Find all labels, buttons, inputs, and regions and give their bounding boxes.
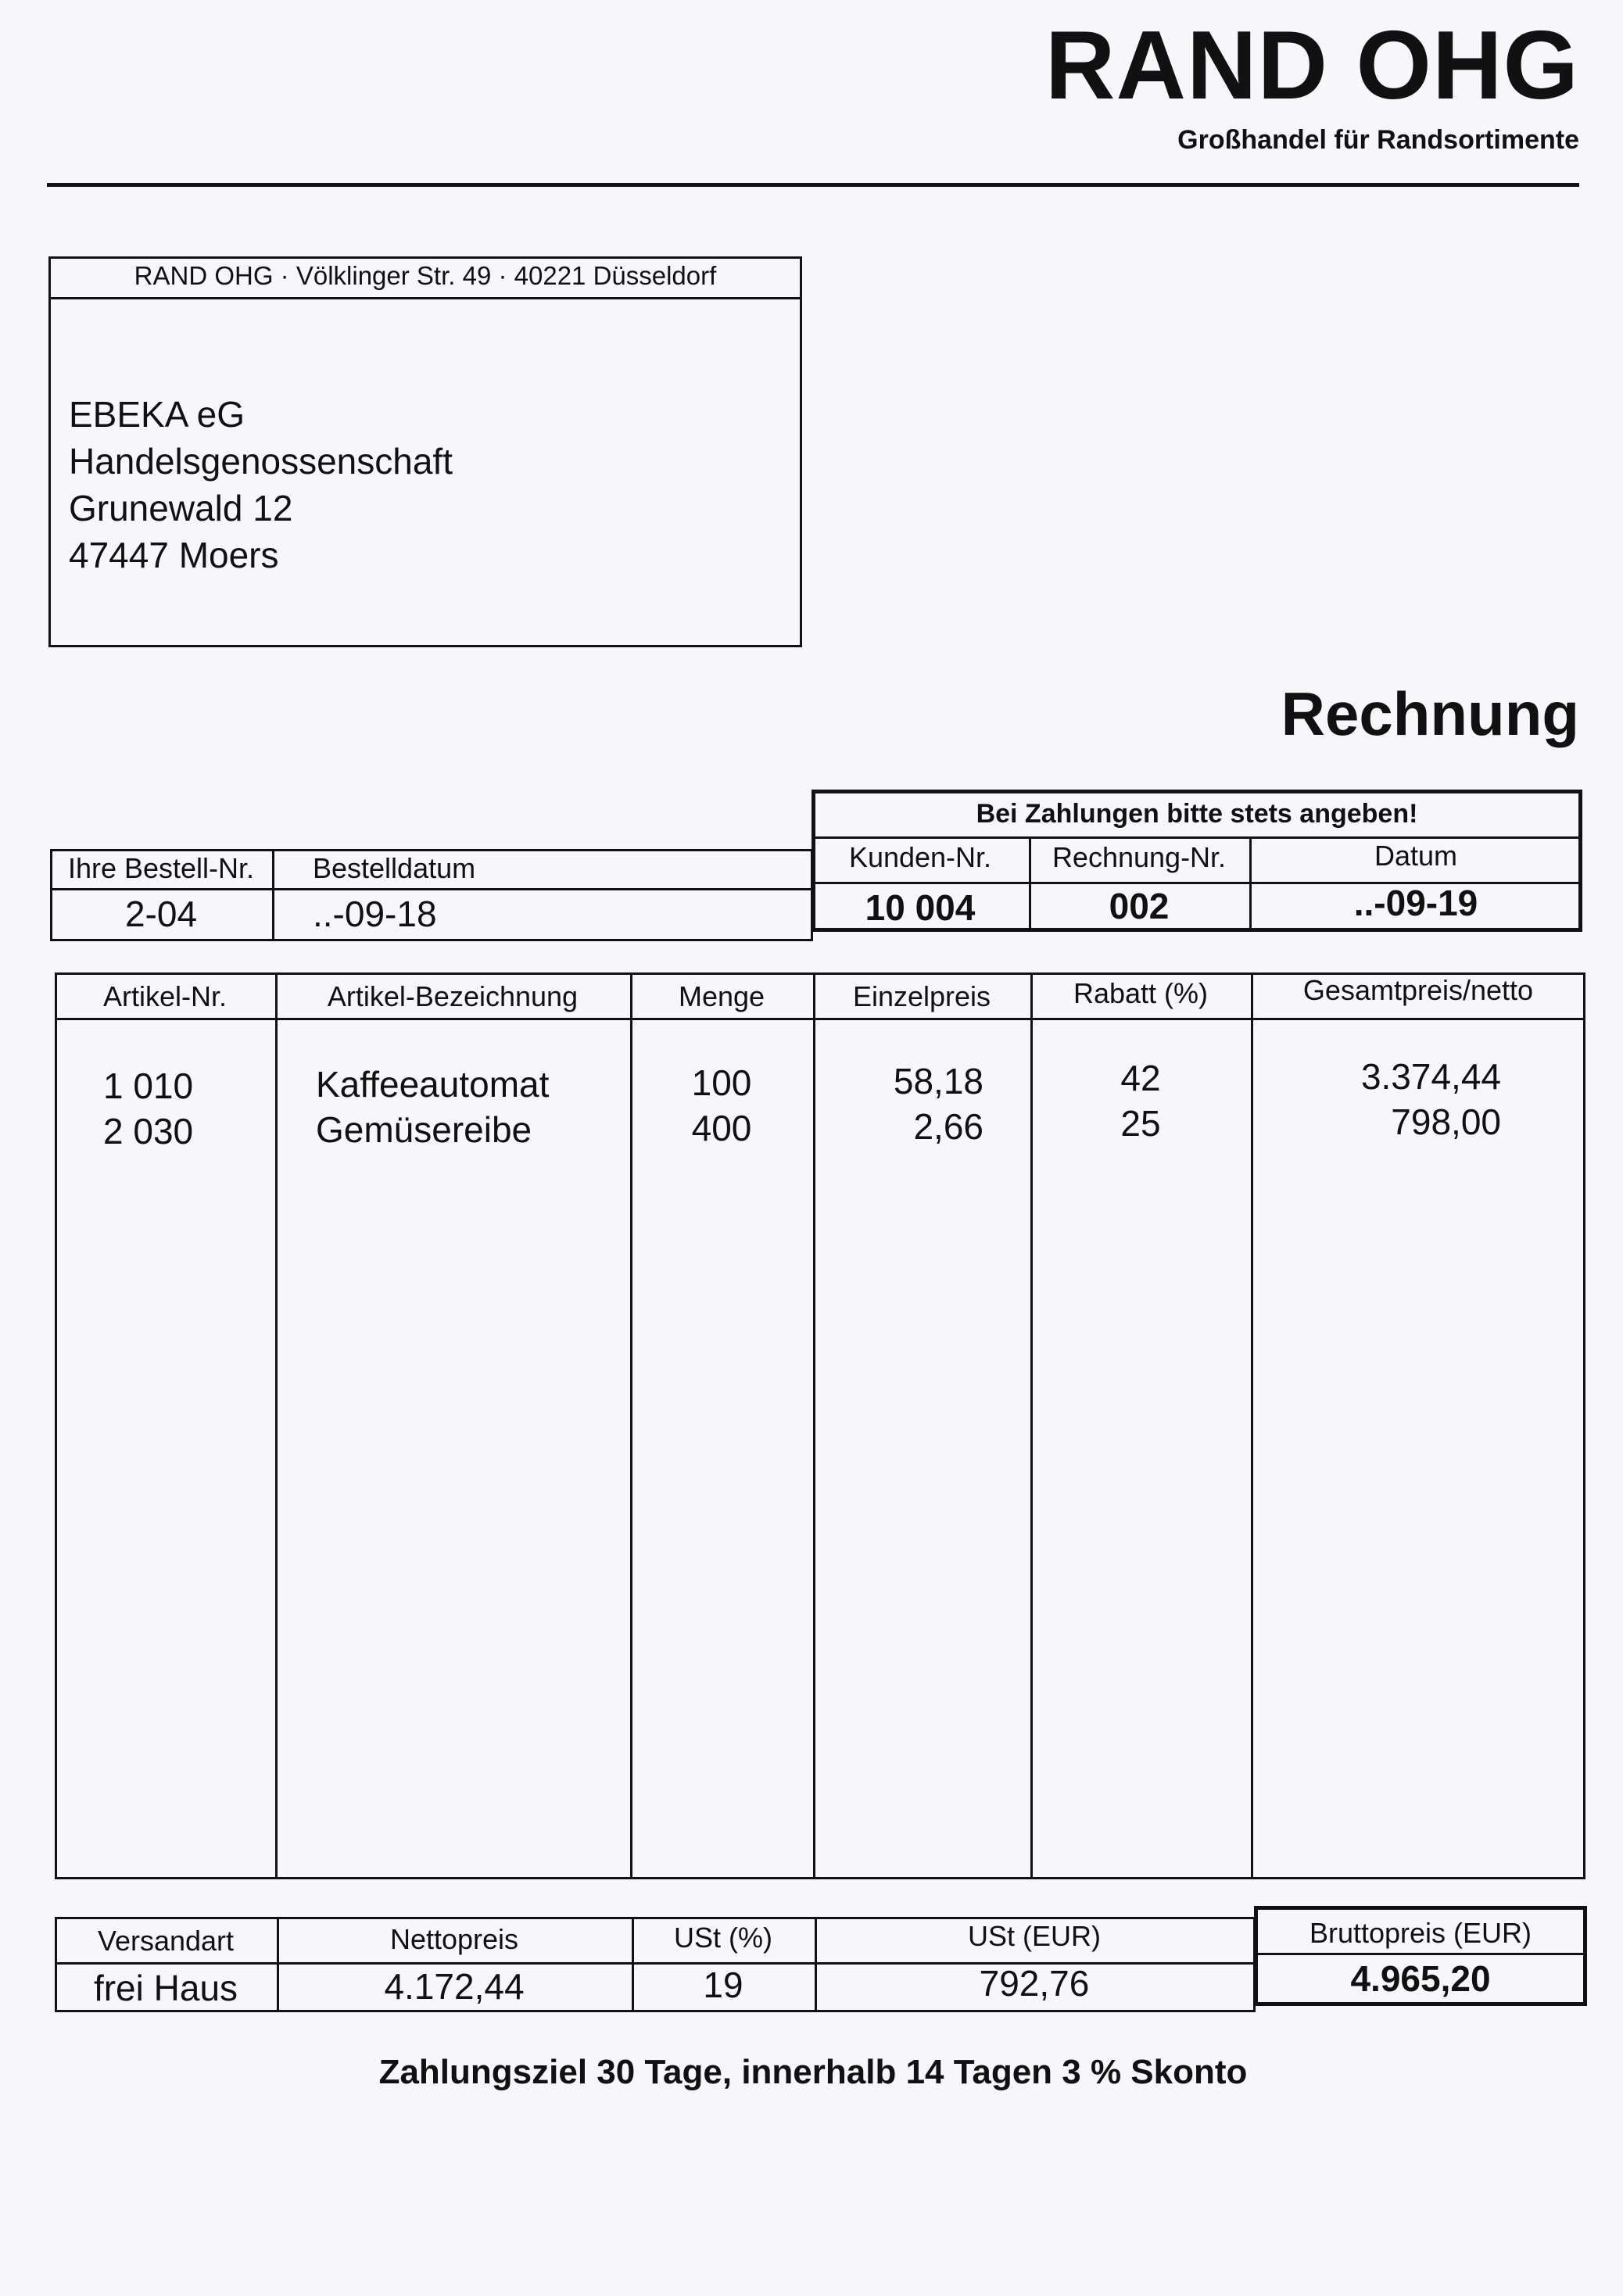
- show-through-text: [235, 47, 247, 98]
- invoice-date-value: ..-09-19: [1353, 883, 1478, 923]
- table-row-2-quantity: 400: [691, 1108, 752, 1148]
- table-row-1-description: Kaffeeautomat: [316, 1064, 550, 1105]
- gross-price-value: 4.965,20: [1350, 1958, 1491, 1999]
- order-reference-col-sep: [272, 849, 274, 941]
- gross-price-divider: [1254, 1953, 1587, 1955]
- table-row-2-discount: 25: [1120, 1103, 1161, 1144]
- net-price-value: 4.172,44: [384, 1966, 525, 2007]
- table-row-1-article-number: 1 010: [103, 1066, 194, 1106]
- shipping-method-label: Versandart: [97, 1925, 235, 1957]
- invoice-reference-divider-1: [812, 836, 1582, 839]
- company-name: RAND OHG: [1044, 12, 1579, 120]
- recipient-address: [69, 391, 772, 578]
- items-col-sep-1: [275, 972, 278, 1879]
- customer-number-label: Kunden-Nr.: [848, 841, 992, 873]
- table-row-1-discount: 42: [1120, 1058, 1161, 1098]
- table-row-1-quantity: 100: [691, 1062, 752, 1103]
- col-header-description: Artikel-Bezeichnung: [327, 980, 579, 1012]
- table-row-2-total-net: 798,00: [1391, 1101, 1501, 1142]
- net-price-label: Nettopreis: [389, 1923, 519, 1955]
- recipient-city: 47447 Moers: [69, 535, 279, 575]
- payment-terms: Zahlungsziel 30 Tage, innerhalb 14 Tagen 3 % Skonto: [378, 2053, 1248, 2091]
- col-header-article-number: Artikel-Nr.: [102, 980, 227, 1012]
- col-header-quantity: Menge: [678, 980, 765, 1012]
- recipient-line-2: Handelsgenossenschaft: [69, 441, 453, 482]
- order-date-label: Bestelldatum: [313, 852, 476, 884]
- col-header-discount: Rabatt (%): [1073, 977, 1209, 1009]
- col-header-unit-price: Einzelpreis: [852, 980, 991, 1012]
- vat-amount-label: USt (EUR): [968, 1920, 1101, 1952]
- vat-rate-value: 19: [703, 1965, 743, 2005]
- table-row-2-description: Gemüsereibe: [316, 1109, 532, 1150]
- col-header-total-net: Gesamtpreis/netto: [1302, 974, 1534, 1006]
- invoice-number-label: Rechnung-Nr.: [1052, 841, 1227, 873]
- invoice-number-value: 002: [1109, 886, 1170, 926]
- document-title: Rechnung: [1281, 679, 1579, 748]
- gross-price-label: Bruttopreis (EUR): [1309, 1917, 1532, 1949]
- header-divider: [47, 183, 1579, 187]
- table-row-1-total-net: 3.374,44: [1360, 1056, 1501, 1097]
- table-row-1-unit-price: 58,18: [893, 1061, 983, 1101]
- order-number-label: Ihre Bestell-Nr.: [67, 852, 255, 884]
- payment-reference-note: Bei Zahlungen bitte stets angeben!: [976, 799, 1418, 829]
- table-row-2-article-number: 2 030: [103, 1111, 194, 1152]
- recipient-street: Grunewald 12: [69, 488, 293, 528]
- vat-rate-label: USt (%): [674, 1922, 772, 1954]
- items-table-header-divider: [55, 1018, 1585, 1020]
- company-tagline: Großhandel für Randsortimente: [1177, 125, 1579, 155]
- customer-number-value: 10 004: [865, 887, 976, 928]
- sender-line: RAND OHG · Völklinger Str. 49 · 40221 Düsseldorf: [134, 261, 717, 290]
- invoice-date-label: Datum: [1374, 840, 1458, 872]
- order-number-value: 2-04: [124, 894, 198, 934]
- recipient-name: EBEKA eG: [69, 394, 245, 435]
- table-row-2-unit-price: 2,66: [913, 1106, 983, 1147]
- address-window-divider: [48, 297, 802, 299]
- vat-amount-value: 792,76: [979, 1963, 1090, 2004]
- order-reference-divider: [50, 888, 813, 890]
- shipping-method-value: frei Haus: [93, 1968, 238, 2008]
- order-date-value: ..-09-18: [313, 894, 437, 934]
